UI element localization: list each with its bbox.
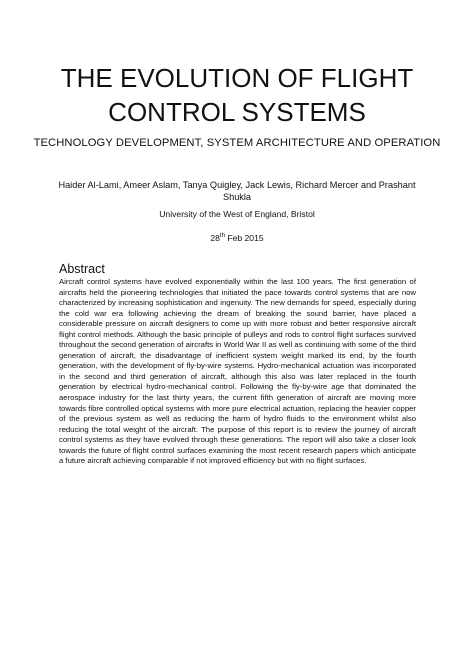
subtitle: TECHNOLOGY DEVELOPMENT, SYSTEM ARCHITECTURE AND OPERATION: [33, 137, 441, 149]
date-month-year: Feb 2015: [224, 233, 264, 243]
date-day: 28: [210, 233, 220, 243]
date-day-suffix: th: [219, 233, 225, 240]
authors: Haider Al-Lami, Ameer Aslam, Tanya Quigley, Jack Lewis, Richard Mercer and Prashant Shukla: [58, 180, 416, 202]
affiliation: University of the West of England, Bristol: [159, 209, 315, 219]
abstract-text: Aircraft control systems have evolved exponentially within the last 100 years. The first generation of aircrafts held the pioneering technologies that initiated the pace towards control systems that are now characterized by increasing sophistication and ingenuity. The new demands for speed, especially during the cold war era following achieving the dream of breaking the sound barrier, have placed a considerable pressure on aircraft designers to come up with more robust and better responsive aircraft flight control methods. Although the basic principle of pulleys and rods to control flight surfaces survived throughout the second generation of aircrafts in World War II as well as continuing with some of the third generation of aircraft, the disadvantage of inefficient system weight marked its end, by the fourth generation, with the development of fly-by-wire systems. Hydro-mechanical actuation was incorporated in the second and third generation of aircraft, although this also was later replaced in the fourth generation by electrical hydro-mechanical control. Following the fly-by-wire age that dominated the aerospace industry for the last thirty years, the current fifth generation of aircraft are moving more towards fibre controlled optical systems with more pure electrical actuation, replacing the heavier copper of the previous system as well as reducing the harm of hydro fluids to the environment whilst also reducing the total weight of the aircraft. The purpose of this report is to review the journey of aircraft control systems as they have evolved through these generations. The report will also take a closer look towards the future of flight control surfaces examining the most recent research papers which anticipate a future aircraft achieving comparable if not improved efficiency but with no flight surfaces.: [59, 277, 416, 466]
publication-date: [40, 233, 434, 244]
title-line-2: CONTROL SYSTEMS: [108, 97, 366, 127]
abstract-heading: Abstract: [59, 262, 105, 276]
title-line-1: THE EVOLUTION OF FLIGHT: [60, 63, 414, 93]
